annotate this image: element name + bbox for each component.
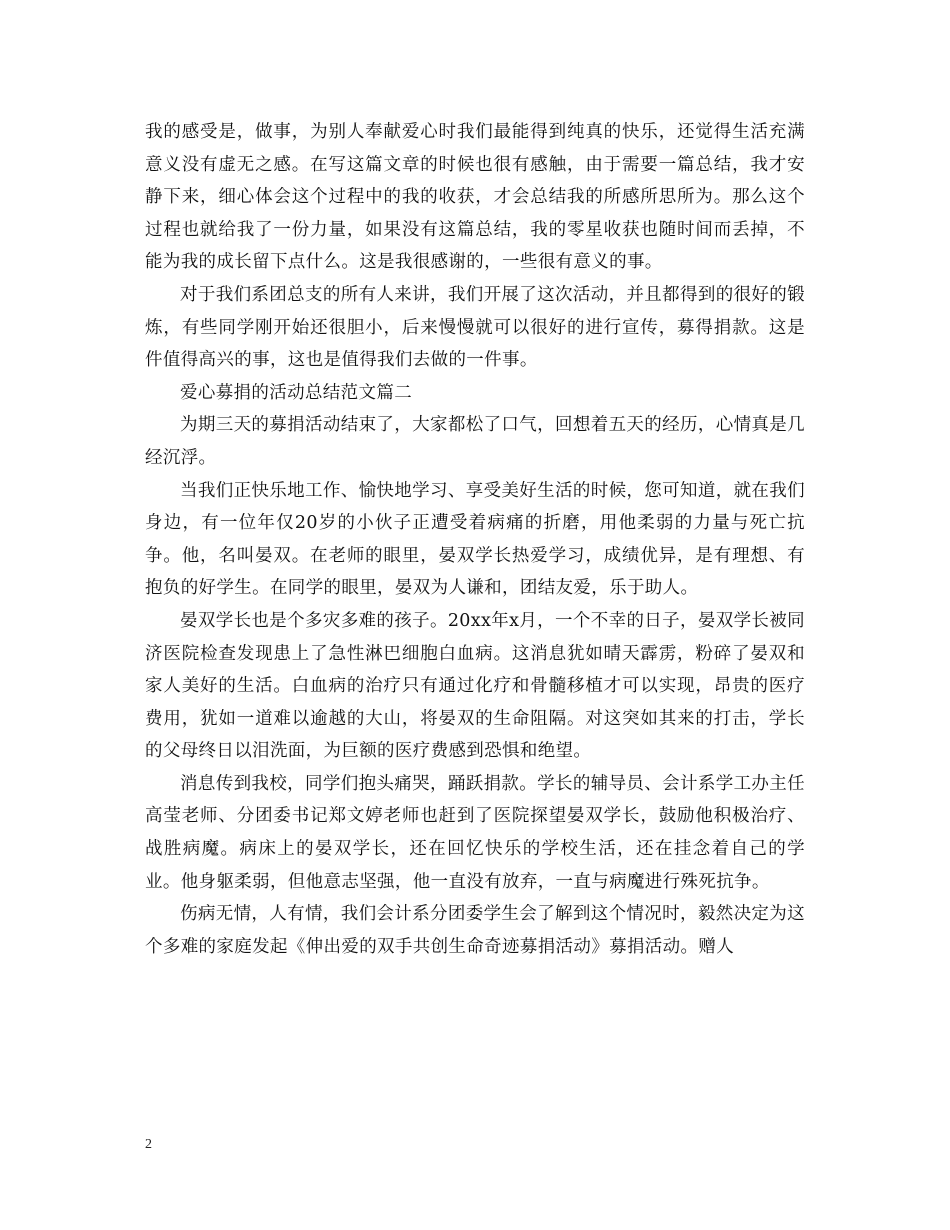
paragraph-5: 晏双学长也是个多灾多难的孩子。20xx年x月，一个不幸的日子，晏双学长被同济医院检查发现患上了急性淋巴细胞白血病。这消息犹如晴天霹雳，粉碎了晏双和家人美好的生活。白血病的治疗只有通过化疗和骨髓移植才可以实现，昂贵的医疗费用，犹如一道难以逾越的大山，将晏双的生命阻隔。对这突如其来的打击，学长的父母终日以泪洗面，为巨额的医疗费感到恐惧和绝望。: [145, 610, 805, 762]
paragraph-4: 当我们正快乐地工作、愉快地学习、享受美好生活的时候，您可知道，就在我们身边，有一位年仅20岁的小伙子正遭受着病痛的折磨，用他柔弱的力量与死亡抗争。他，名叫晏双。在老师的眼里，晏双学长热爱学习，成绩优异，是有理想、有抱负的好学生。在同学的眼里，晏双为人谦和，团结友爱，乐于助人。: [145, 480, 805, 599]
paragraph-7: 伤病无情，人有情，我们会计系分团委学生会了解到这个情况时，毅然决定为这个多难的家庭发起《伸出爱的双手共创生命奇迹募捐活动》募捐活动。赠人: [145, 904, 805, 957]
paragraph-6: 消息传到我校，同学们抱头痛哭，踊跃捐款。学长的辅导员、会计系学工办主任高莹老师、分团委书记郑文婷老师也赶到了医院探望晏双学长，鼓励他积极治疗、战胜病魔。病床上的晏双学长，还在回忆快乐的学校生活，还在挂念着自己的学业。他身躯柔弱，但他意志坚强，他一直没有放弃，一直与病魔进行殊死抗争。: [145, 773, 805, 892]
paragraph-1: 我的感受是，做事，为别人奉献爱心时我们最能得到纯真的快乐，还觉得生活充满意义没有虚无之感。在写这篇文章的时候也很有感触，由于需要一篇总结，我才安静下来，细心体会这个过程中的我的收获，才会总结我的所感所思所为。那么这个过程也就给我了一份力量，如果没有这篇总结，我的零星收获也随时间而丢掉，不能为我的成长留下点什么。这是我很感谢的，一些很有意义的事。: [145, 122, 805, 273]
page-number: 2: [145, 1137, 152, 1152]
paragraph-3: 为期三天的募捐活动结束了，大家都松了口气，回想着五天的经历，心情真是几经沉浮。: [145, 415, 805, 468]
document-body: [145, 116, 805, 963]
section-heading: 爱心募捐的活动总结范文篇二: [180, 382, 413, 403]
paragraph-2: 对于我们系团总支的所有人来讲，我们开展了这次活动，并且都得到的很好的锻炼，有些同学刚开始还很胆小，后来慢慢就可以很好的进行宣传，募得捐款。这是件值得高兴的事，这也是值得我们去做的一件事。: [145, 284, 805, 371]
